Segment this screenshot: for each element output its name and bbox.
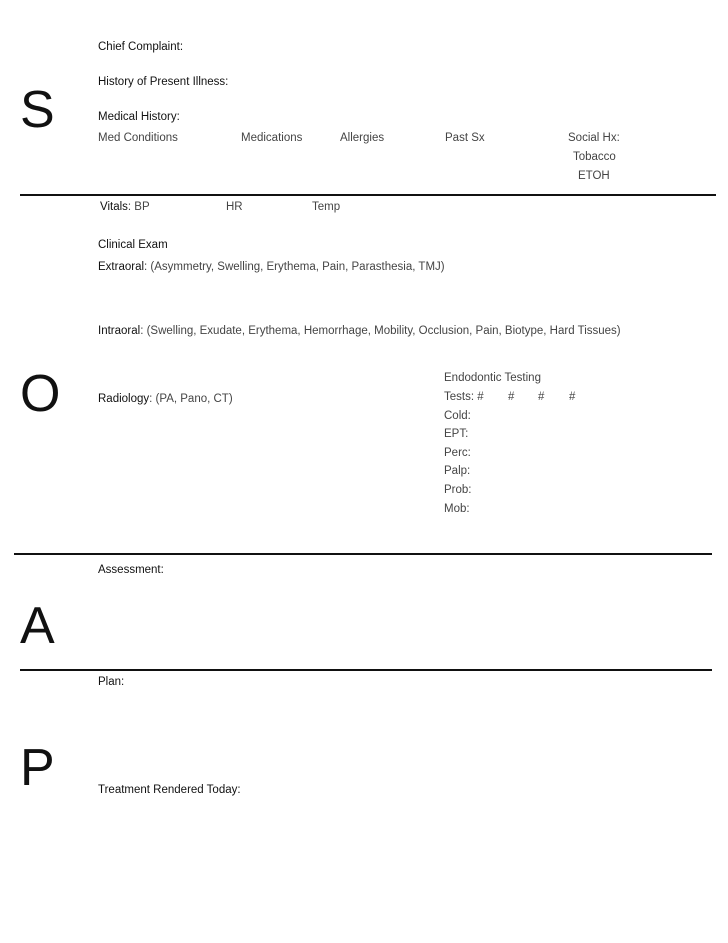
allergies-label: Allergies <box>340 132 385 144</box>
assessment-label: Assessment: <box>98 564 164 576</box>
extraoral-label: Extraoral <box>98 261 145 273</box>
radiology-items: : (PA, Pano, CT) <box>149 393 233 405</box>
vitals-label: Vitals <box>100 201 128 213</box>
social-hx-label: Social Hx: <box>568 132 620 144</box>
endo-hash-4: # <box>569 391 576 403</box>
medical-history-label: Medical History: <box>98 111 180 123</box>
extraoral-row <box>98 262 445 274</box>
endo-hash-2: # <box>508 391 515 403</box>
vitals-row <box>100 202 150 214</box>
endo-hash-3: # <box>538 391 545 403</box>
divider-o-a <box>14 553 712 555</box>
chief-complaint-label: Chief Complaint: <box>98 41 184 53</box>
endo-palp-label: Palp: <box>444 465 471 477</box>
section-letter-s: S <box>20 81 55 139</box>
section-letter-p: P <box>20 739 55 797</box>
treatment-rendered-label: Treatment Rendered Today: <box>98 784 241 796</box>
tobacco-label: Tobacco <box>573 151 616 163</box>
endo-perc-label: Perc: <box>444 447 471 459</box>
divider-a-p <box>20 669 712 671</box>
vitals-hr-label: HR <box>226 201 243 213</box>
endo-prob-label: Prob: <box>444 484 472 496</box>
endo-cold-label: Cold: <box>444 410 471 422</box>
etoh-label: ETOH <box>578 170 610 182</box>
extraoral-items: : (Asymmetry, Swelling, Erythema, Pain, Parasthesia, TMJ) <box>144 261 445 273</box>
medications-label: Medications <box>241 132 303 144</box>
hpi-label: History of Present Illness: <box>98 76 229 88</box>
plan-label: Plan: <box>98 676 125 688</box>
vitals-temp-label: Temp <box>312 201 341 213</box>
section-letter-a: A <box>20 597 55 655</box>
endo-ept-label: EPT: <box>444 428 469 440</box>
divider-s-o <box>20 194 716 196</box>
past-sx-label: Past Sx <box>445 132 485 144</box>
intraoral-items: : (Swelling, Exudate, Erythema, Hemorrhage, Mobility, Occlusion, Pain, Biotype, Hard Tissues) <box>140 325 621 337</box>
endo-mob-label: Mob: <box>444 503 470 515</box>
intraoral-label: Intraoral <box>98 325 141 337</box>
intraoral-row <box>98 326 621 338</box>
radiology-row <box>98 394 233 406</box>
med-conditions-label: Med Conditions <box>98 132 178 144</box>
clinical-exam-label: Clinical Exam <box>98 239 168 251</box>
section-letter-o: O <box>20 365 61 423</box>
endo-tests-label: Tests: # <box>444 391 484 403</box>
vitals-bp-label: : BP <box>127 201 150 213</box>
radiology-label: Radiology <box>98 393 150 405</box>
endo-title: Endodontic Testing <box>444 372 541 384</box>
